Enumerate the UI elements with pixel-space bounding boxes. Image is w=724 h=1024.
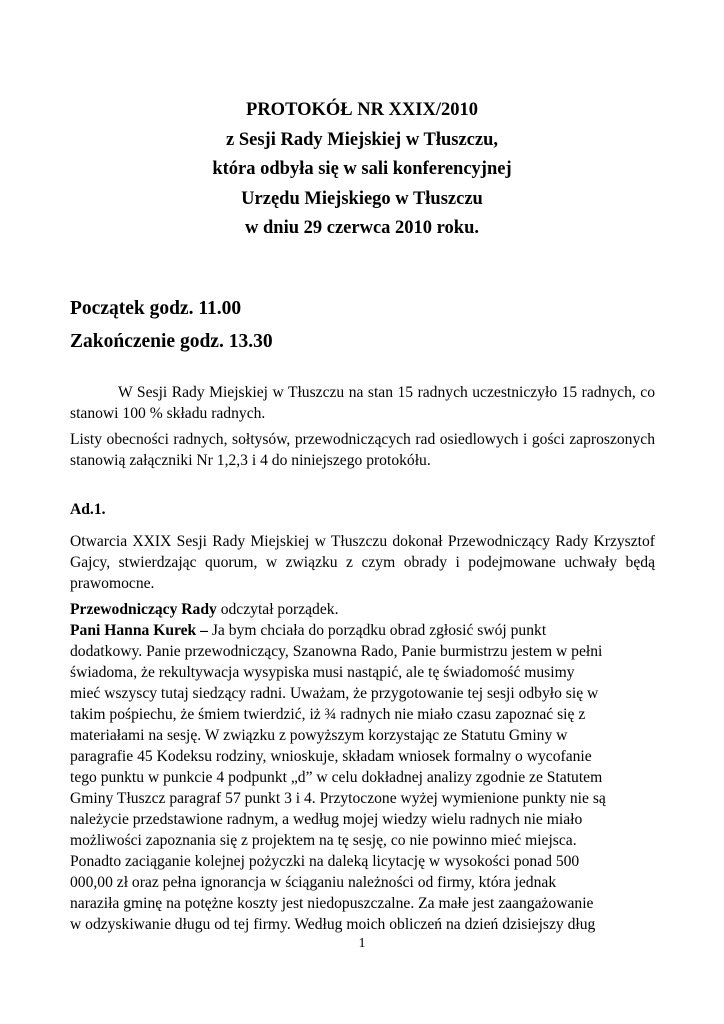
speech-line: 000,00 zł oraz pełna ignorancja w ściąganiu należności od firmy, która jednak (70, 874, 557, 891)
speech-line: należycie przedstawione radnym, a według mojej wiedzy wielu radnych nie miało (70, 811, 583, 828)
title-line: w dniu 29 czerwca 2010 roku. (245, 218, 479, 238)
attendance-paragraph: W Sesji Rady Miejskiej w Tłuszczu na stan 15 radnych uczestniczyło 15 radnych, co stanowi 100 % składu radnych. (70, 384, 655, 422)
speech-line (70, 620, 655, 641)
start-time: Początek godz. 11.00 (70, 298, 242, 319)
chair-paragraph (70, 599, 655, 620)
page-number: 1 (358, 936, 366, 951)
opening-paragraph: Otwarcia XXIX Sesji Rady Miejskiej w Tłuszczu dokonał Przewodniczący Rady Krzysztof Gajcy, stwierdzając quorum, w związku z czym obrady i podejmowane uchwały będą prawomocne. (70, 533, 655, 592)
chair-statement: odczytał porządek. (216, 601, 339, 618)
chair-speaker-name: Przewodniczący Rady (70, 601, 217, 618)
speaker-name: Pani Hanna Kurek – (70, 622, 208, 639)
speech-line: świadoma, że rekultywacja wysypiska musi nastąpić, ale tę świadomość musimy (70, 664, 575, 681)
speech-line: w odzyskiwanie długu od tej firmy. Według moich obliczeń na dzień dzisiejszy dług (70, 916, 596, 933)
speech-line: takim pośpiechu, że śmiem twierdzić, iż ¾ radnych nie miało czasu zapoznać się z (70, 706, 586, 723)
attendance-lists-paragraph: Listy obecności radnych, sołtysów, przewodniczących rad osiedlowych i gości zaproszonych stanowią załączniki Nr 1,2,3 i 4 do niniejszego protokółu. (70, 431, 655, 469)
end-time: Zakończenie godz. 13.30 (70, 331, 273, 352)
speech-line: możliwości zapoznania się z projektem na tę sesję, co nie powinno mieć miejsca. (70, 832, 577, 849)
title-line: PROTOKÓŁ NR XXIX/2010 (246, 100, 478, 120)
speech-line: Ponadto zaciąganie kolejnej pożyczki na daleką licytację w wysokości ponad 500 (70, 853, 580, 870)
speech-line: Gminy Tłuszcz paragraf 57 punkt 3 i 4. Przytoczone wyżej wymienione punkty nie są (70, 790, 606, 807)
speech-text: Ja bym chciała do porządku obrad zgłosić swój punkt (207, 622, 547, 639)
speech-line: naraziła gminę na potężne koszty jest niedopuszczalne. Za małe jest zaangażowanie (70, 895, 594, 912)
protocol-title (0, 96, 724, 244)
speech-line: materiałami na sesję. W związku z powyższym korzystając ze Statutu Gminy w (70, 727, 568, 744)
title-line: Urzędu Miejskiego w Tłuszczu (241, 188, 483, 209)
document-body (70, 382, 655, 935)
title-line: która odbyła się w sali konferencyjnej (212, 159, 512, 179)
title-line: z Sesji Rady Miejskiej w Tłuszczu, (226, 129, 498, 150)
speech-line: paragrafie 45 Kodeksu rodziny, wnioskuje, składam wniosek formalny o wycofanie (70, 748, 592, 765)
speech-line: tego punktu w punkcie 4 podpunkt „d” w celu dokładnej analizy zgodnie ze Statutem (70, 769, 603, 786)
section-heading-ad1: Ad.1. (70, 501, 106, 518)
session-times (70, 292, 273, 358)
speech-line: mieć wszyscy tutaj siedzący radni. Uważam, że przygotowanie tej sesji odbyło się w (70, 685, 599, 702)
speech-line: dodatkowy. Panie przewodniczący, Szanowna Rado, Panie burmistrzu jestem w pełni (70, 643, 603, 660)
speech-paragraph (70, 620, 655, 935)
